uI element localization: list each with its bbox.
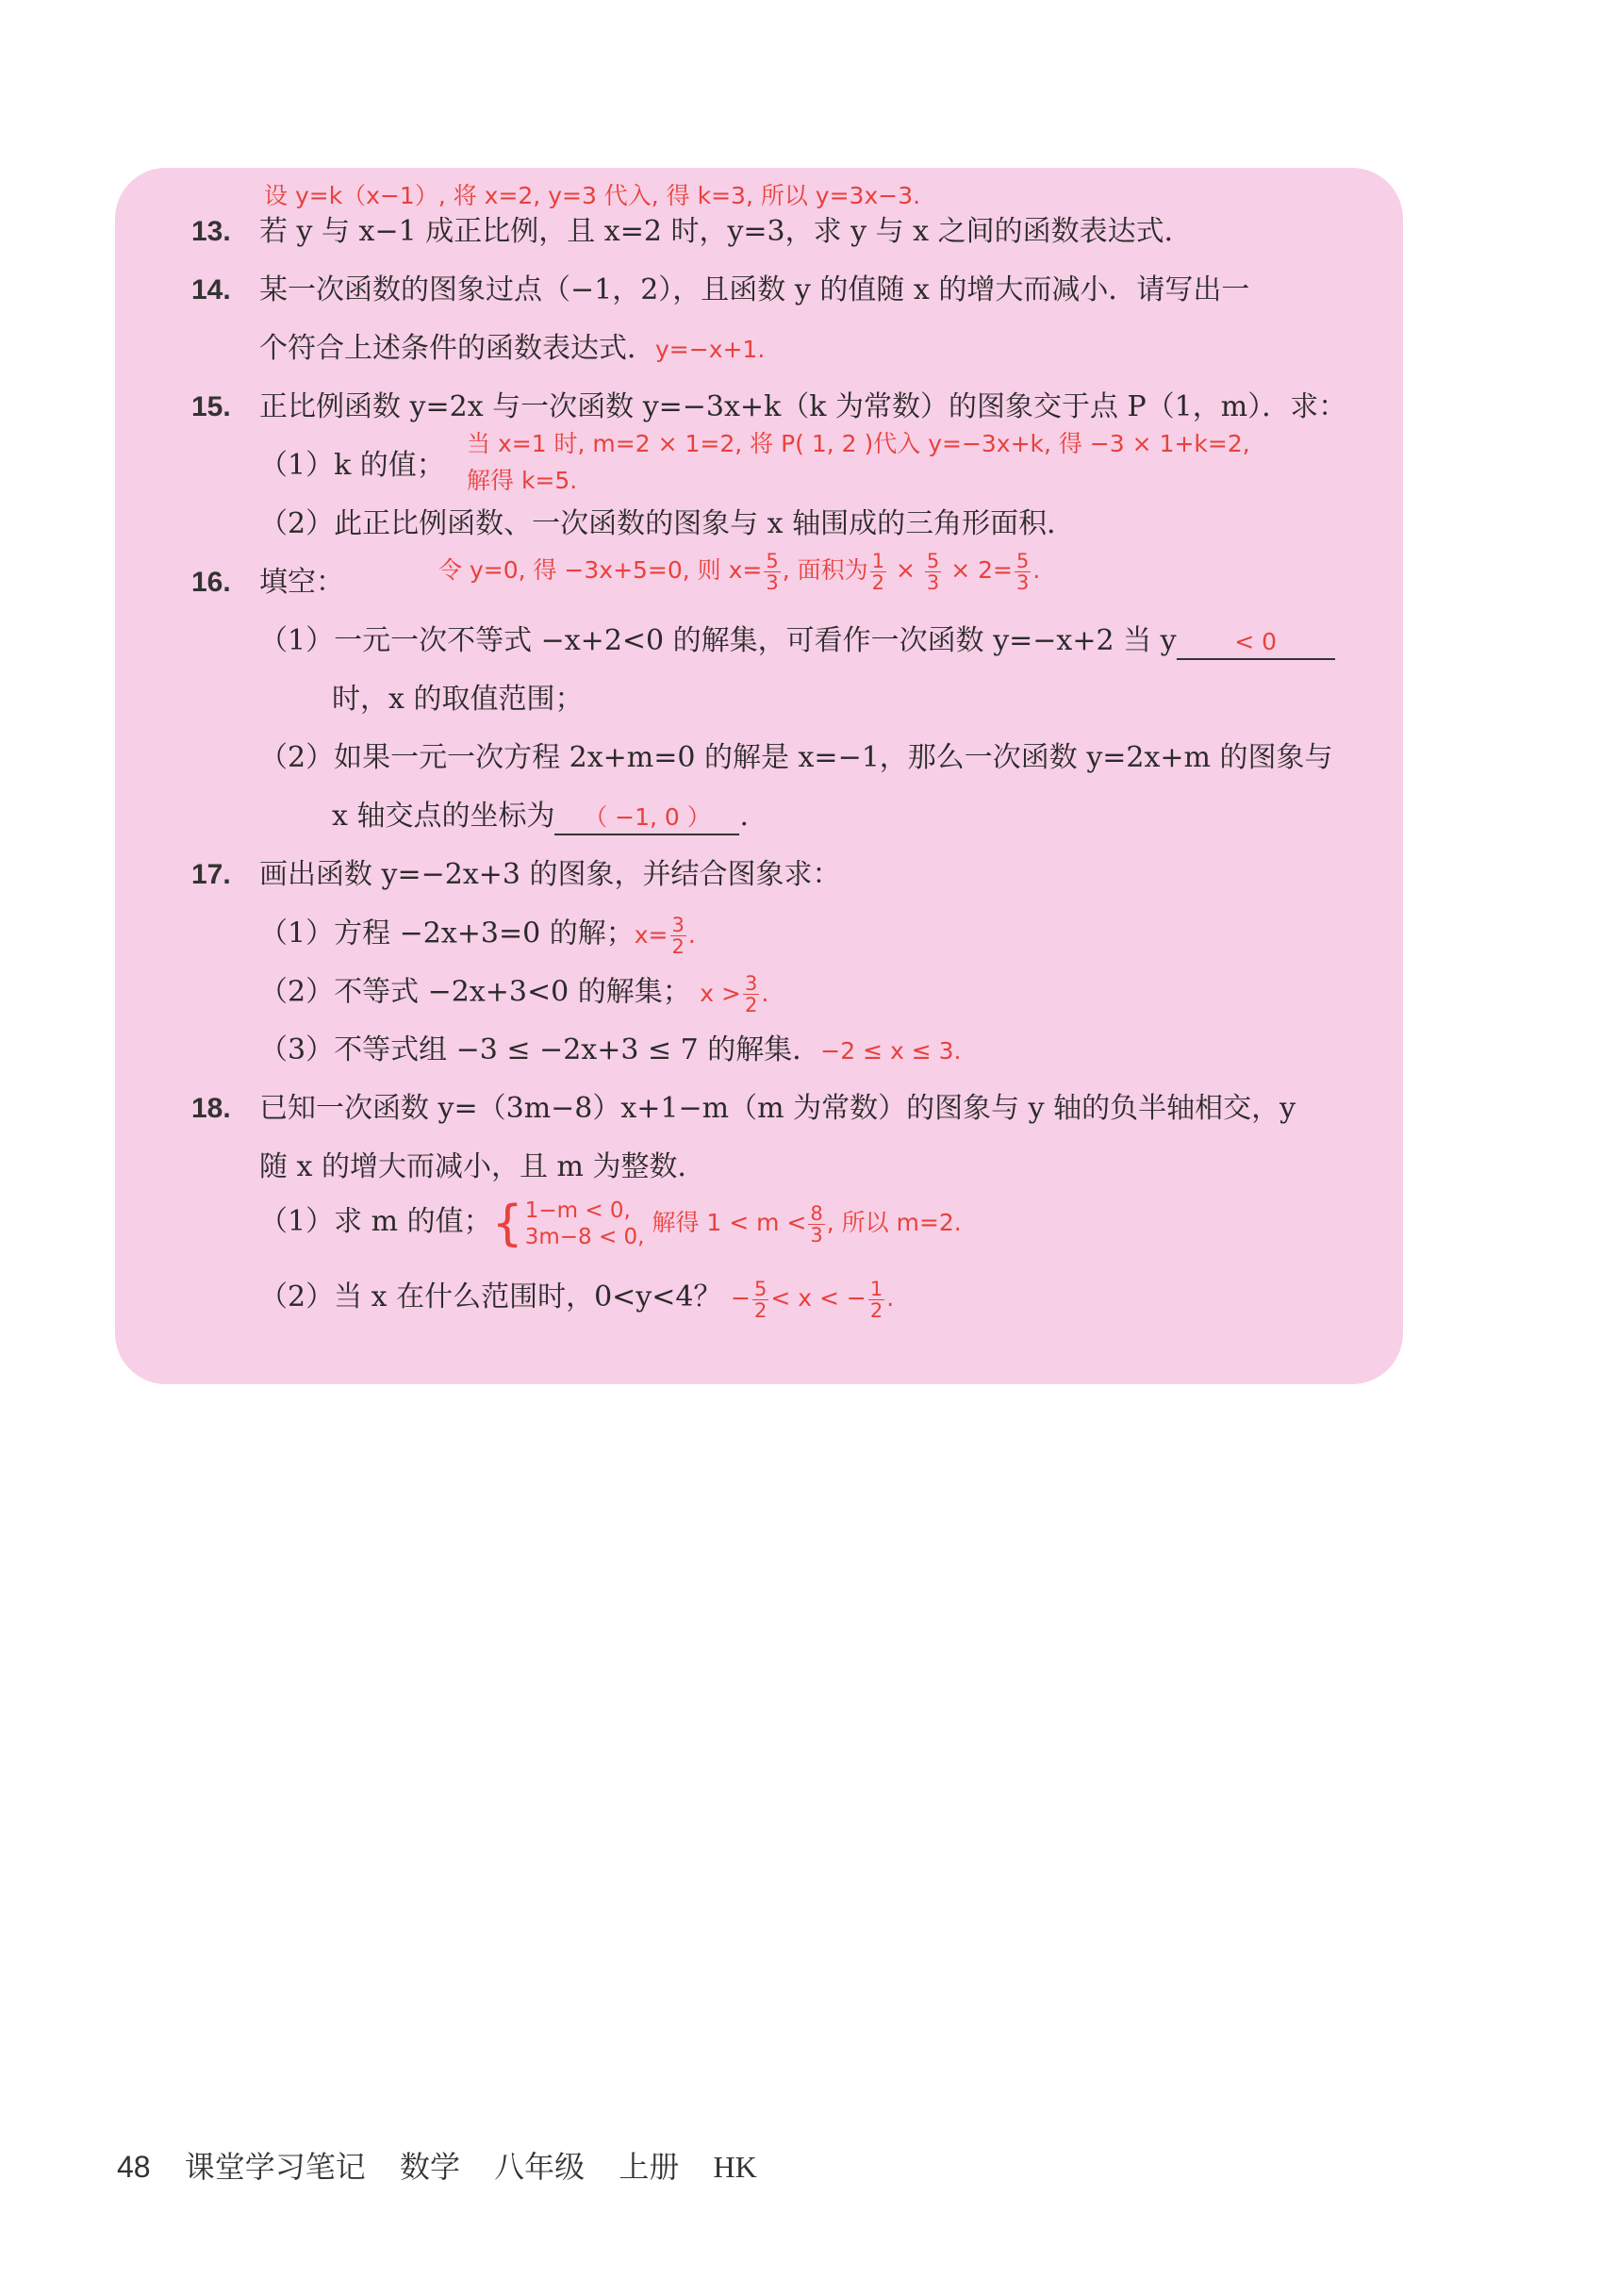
subject-label: 数学 xyxy=(399,2149,460,2185)
question-number-17: 17. xyxy=(191,859,231,890)
question-number-15: 15. xyxy=(191,391,231,422)
question-17-text: 画出函数 y=−2x+3 的图象，并结合图象求： xyxy=(259,858,841,891)
question-15-text: 正比例函数 y=2x 与一次函数 y=−3x+k（k 为常数）的图象交于点 P（1，m）．求： xyxy=(259,390,1347,423)
edition-label: HK xyxy=(713,2150,757,2184)
answer-q16-mid: , 面积为 xyxy=(782,556,868,584)
question-18-part2-label: （2）当 x 在什么范围时，0<y<4？ xyxy=(259,1280,722,1313)
question-17-part3-label: （3）不等式组 −3 ≤ −2x+3 ≤ 7 的解集． xyxy=(259,1033,821,1066)
fraction-1-2-b: $\frac{1}{2}$ xyxy=(869,1277,883,1322)
book-title: 课堂学习笔记 xyxy=(184,2149,366,2185)
question-18-line2: 随 x 的增大而减小，且 m 为整数． xyxy=(259,1150,706,1183)
question-number-16: 16. xyxy=(191,567,231,598)
question-number-13: 13. xyxy=(191,216,231,247)
grade-label: 八年级 xyxy=(494,2149,586,2185)
question-16-part1-line2: 时，x 的取值范围； xyxy=(332,683,584,716)
fraction-5-2: $\frac{5}{2}$ xyxy=(753,1277,767,1322)
question-18-part1-label: （1）求 m 的值； xyxy=(259,1205,492,1238)
question-15-part2-label: （2）此正比例函数、一次函数的图象与 x 轴围成的三角形面积． xyxy=(259,507,1076,540)
page-number: 48 xyxy=(117,2150,151,2184)
question-16-part1-text: （1）一元一次不等式 −x+2<0 的解集，可看作一次函数 y=−x+2 当 y xyxy=(259,624,1177,657)
question-18-part1 xyxy=(259,1194,962,1251)
question-16-part2-line1: （2）如果一元一次方程 2x+m=0 的解是 x=−1，那么一次函数 y=2x+m 的图象与 xyxy=(259,741,1333,774)
question-14-line2-text: 个符合上述条件的函数表达式． xyxy=(259,332,655,365)
answer-q14: y=−x+1. xyxy=(655,336,766,363)
fraction-3-2: $\frac{3}{2}$ xyxy=(671,914,685,958)
inequality-system: 1−m < 0, 3m−8 < 0, xyxy=(524,1198,645,1249)
question-16-part2-line2 xyxy=(332,798,749,835)
fraction-3-2-b: $\frac{3}{2}$ xyxy=(745,972,758,1016)
answer-q15-part1-line1: 当 x=1 时, m=2 × 1=2, 将 P( 1, 2 )代入 y=−3x+k, 得 −3 × 1+k=2, xyxy=(467,430,1250,457)
fraction-8-3: $\frac{8}{3}$ xyxy=(810,1201,823,1247)
brace-icon: { xyxy=(491,1196,523,1252)
fraction-5-3-c: $\frac{5}{3}$ xyxy=(1015,549,1030,594)
volume-label: 上册 xyxy=(619,2149,680,2185)
question-16-part2-text: x 轴交点的坐标为 xyxy=(332,800,555,833)
answer-q16-times2: × 2= xyxy=(950,556,1013,584)
answer-q16-times1: × xyxy=(895,556,916,584)
answer-q16-pre: 令 y=0, 得 −3x+5=0, 则 x= xyxy=(438,556,763,584)
fraction-5-3-b: $\frac{5}{3}$ xyxy=(926,549,940,594)
question-18-line1: 已知一次函数 y=（3m−8）x+1−m（m 为常数）的图象与 y 轴的负半轴相交，y xyxy=(259,1092,1296,1125)
answer-q18-part1: { 1−m < 0, 3m−8 < 0, 解得 1 < m < $\frac{8}{3}$ , 所以 m=2. xyxy=(491,1196,962,1252)
answer-q12: 设 y=k（x−1）, 将 x=2, y=3 代入, 得 k=3, 所以 y=3x−3. xyxy=(264,182,921,209)
answer-q16-end: . xyxy=(1032,556,1041,584)
answer-q16 xyxy=(438,547,1040,594)
answer-q17-part1: x= $\frac{3}{2}$ . xyxy=(634,914,696,958)
answer-q17-part3: −2 ≤ x ≤ 3. xyxy=(820,1037,962,1065)
question-17-part2-label: （2）不等式 −2x+3<0 的解集； xyxy=(259,975,691,1009)
blank-q16-part1[interactable]: < 0 xyxy=(1177,626,1335,660)
question-16-part2-end: . xyxy=(739,800,750,833)
question-17-part2 xyxy=(259,973,768,1016)
fraction-5-3: $\frac{5}{3}$ xyxy=(766,549,779,594)
blank-q16-part2[interactable]: （ −1, 0 ） xyxy=(554,801,739,835)
question-16-label: 填空： xyxy=(259,566,344,599)
question-14-line1: 某一次函数的图象过点（−1，2），且函数 y 的值随 x 的增大而减小．请写出一 xyxy=(259,273,1250,306)
page-footer xyxy=(117,2143,782,2187)
question-13-text: 若 y 与 x−1 成正比例，且 x=2 时，y=3，求 y 与 x 之间的函数表达式． xyxy=(259,215,1193,248)
answer-q18-part2: − $\frac{5}{2}$ < x < − $\frac{1}{2}$ . xyxy=(731,1277,895,1322)
question-17-part1 xyxy=(259,915,696,957)
question-18-part2 xyxy=(259,1271,894,1325)
question-number-14: 14. xyxy=(191,274,231,306)
question-14-line2 xyxy=(259,330,765,369)
question-15-part1-label: （1）k 的值； xyxy=(259,449,445,482)
answer-q17-part2: x > $\frac{3}{2}$ . xyxy=(700,972,769,1016)
question-17-part1-label: （1）方程 −2x+3=0 的解； xyxy=(259,917,635,950)
question-17-part3 xyxy=(259,1032,961,1070)
answer-q15-part1-line2: 解得 k=5. xyxy=(467,467,578,494)
fraction-1-2: $\frac{1}{2}$ xyxy=(871,549,885,594)
question-number-18: 18. xyxy=(191,1093,231,1124)
question-16-part1-line1 xyxy=(259,622,1335,660)
